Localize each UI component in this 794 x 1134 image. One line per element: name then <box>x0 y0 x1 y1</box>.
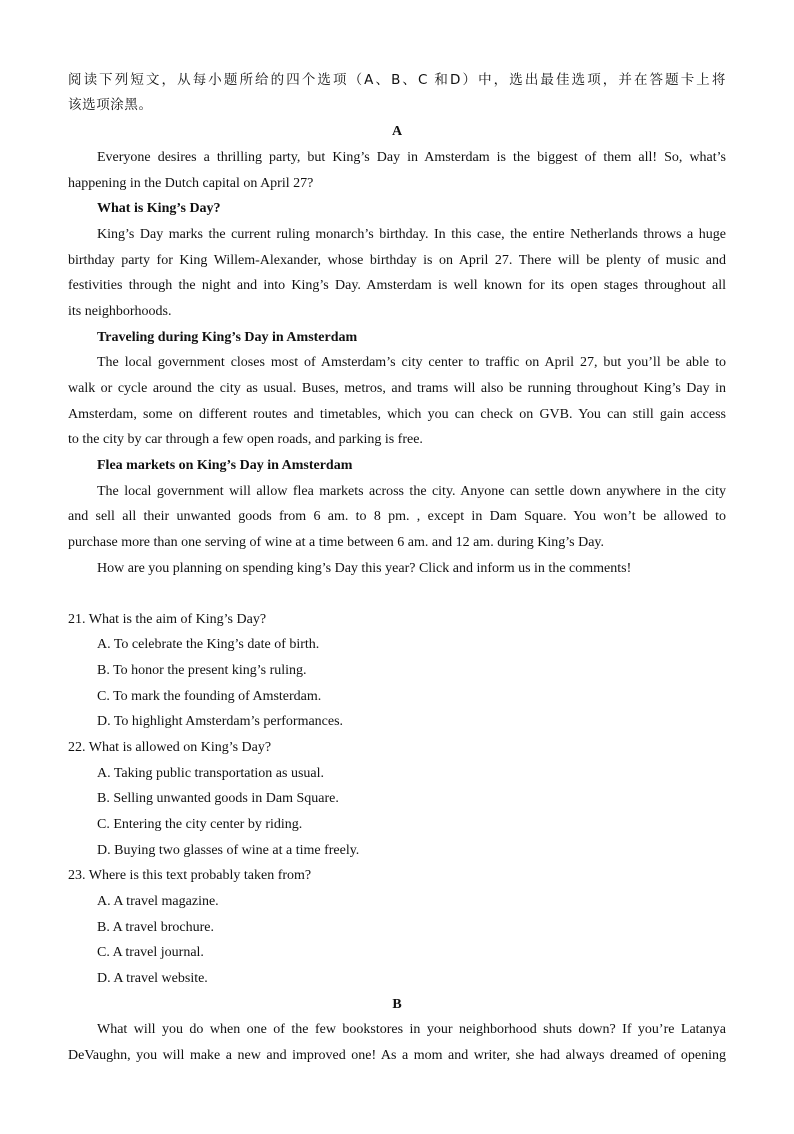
question-23-stem: 23. Where is this text probably taken from? <box>68 868 312 883</box>
question-22-option-b: B. Selling unwanted goods in Dam Square. <box>97 791 339 806</box>
question-21-option-b: B. To honor the present king’s ruling. <box>97 663 307 678</box>
travel-para-line-3: Amsterdam, some on different routes and timetables, which you can check on GVB. You can still gain access <box>68 407 726 422</box>
flea-para-line-2: and sell all their unwanted goods from 6 am. to 8 pm. , except in Dam Square. You won’t be allowed to <box>68 509 726 524</box>
question-23-option-c: C. A travel journal. <box>97 945 204 960</box>
flea-para-line-1: The local government will allow flea markets across the city. Anyone can settle down anywhere in the city <box>97 484 726 499</box>
closing-line: How are you planning on spending king’s Day this year? Click and inform us in the comments! <box>97 561 632 576</box>
question-22-option-d: D. Buying two glasses of wine at a time freely. <box>97 843 360 858</box>
what-is-kings-day-heading: What is King’s Day? <box>97 201 221 216</box>
travel-para-line-4: to the city by car through a few open roads, and parking is free. <box>68 432 423 447</box>
question-22-option-a: A. Taking public transportation as usual. <box>97 766 325 781</box>
flea-para-line-3: purchase more than one serving of wine at a time between 6 am. and 12 am. during King’s Day. <box>68 535 604 550</box>
instructions-line-2: 该选项涂黑。 <box>68 97 153 113</box>
section-b-heading: B <box>392 997 402 1012</box>
what-para-line-2: birthday party for King Willem-Alexander, whose birthday is on April 27. There will be plenty of music and <box>68 253 726 268</box>
travel-para-line-1: The local government closes most of Amsterdam’s city center to traffic on April 27, but you’ll be able to <box>97 355 726 370</box>
question-21-stem: 21. What is the aim of King’s Day? <box>68 612 267 627</box>
question-22-stem: 22. What is allowed on King’s Day? <box>68 740 272 755</box>
section-b-line-1: What will you do when one of the few bookstores in your neighborhood shuts down? If you’re Latanya <box>97 1022 726 1037</box>
what-para-line-1: King’s Day marks the current ruling monarch’s birthday. In this case, the entire Netherlands throws a huge <box>97 227 726 242</box>
travel-para-line-2: walk or cycle around the city as usual. Buses, metros, and trams will also be running throughout King’s Day in <box>68 381 726 396</box>
intro-line-2: happening in the Dutch capital on April 27? <box>68 176 314 191</box>
what-para-line-3: festivities through the night and into King’s Day. Amsterdam is well known for its open stages throughout all <box>68 278 726 293</box>
section-b-line-2: DeVaughn, you will make a new and improved one! As a mom and writer, she had always dreamed of opening <box>68 1048 726 1063</box>
question-21-option-a: A. To celebrate the King’s date of birth. <box>97 637 320 652</box>
question-23-option-a: A. A travel magazine. <box>97 894 219 909</box>
question-23-option-d: D. A travel website. <box>97 971 208 986</box>
intro-line-1: Everyone desires a thrilling party, but King’s Day in Amsterdam is the biggest of them all! So, what’s <box>97 150 726 165</box>
what-para-line-4: its neighborhoods. <box>68 304 172 319</box>
question-21-option-d: D. To highlight Amsterdam’s performances. <box>97 714 344 729</box>
question-21-option-c: C. To mark the founding of Amsterdam. <box>97 689 322 704</box>
section-a-heading: A <box>391 124 403 139</box>
instructions-line-1: 阅读下列短文，从每小题所给的四个选项（A、B、C 和D）中，选出最佳选项，并在答题卡上将 <box>68 72 726 88</box>
question-22-option-c: C. Entering the city center by riding. <box>97 817 303 832</box>
question-23-option-b: B. A travel brochure. <box>97 920 215 935</box>
flea-markets-heading: Flea markets on King’s Day in Amsterdam <box>97 458 353 473</box>
traveling-heading: Traveling during King’s Day in Amsterdam <box>97 330 358 345</box>
